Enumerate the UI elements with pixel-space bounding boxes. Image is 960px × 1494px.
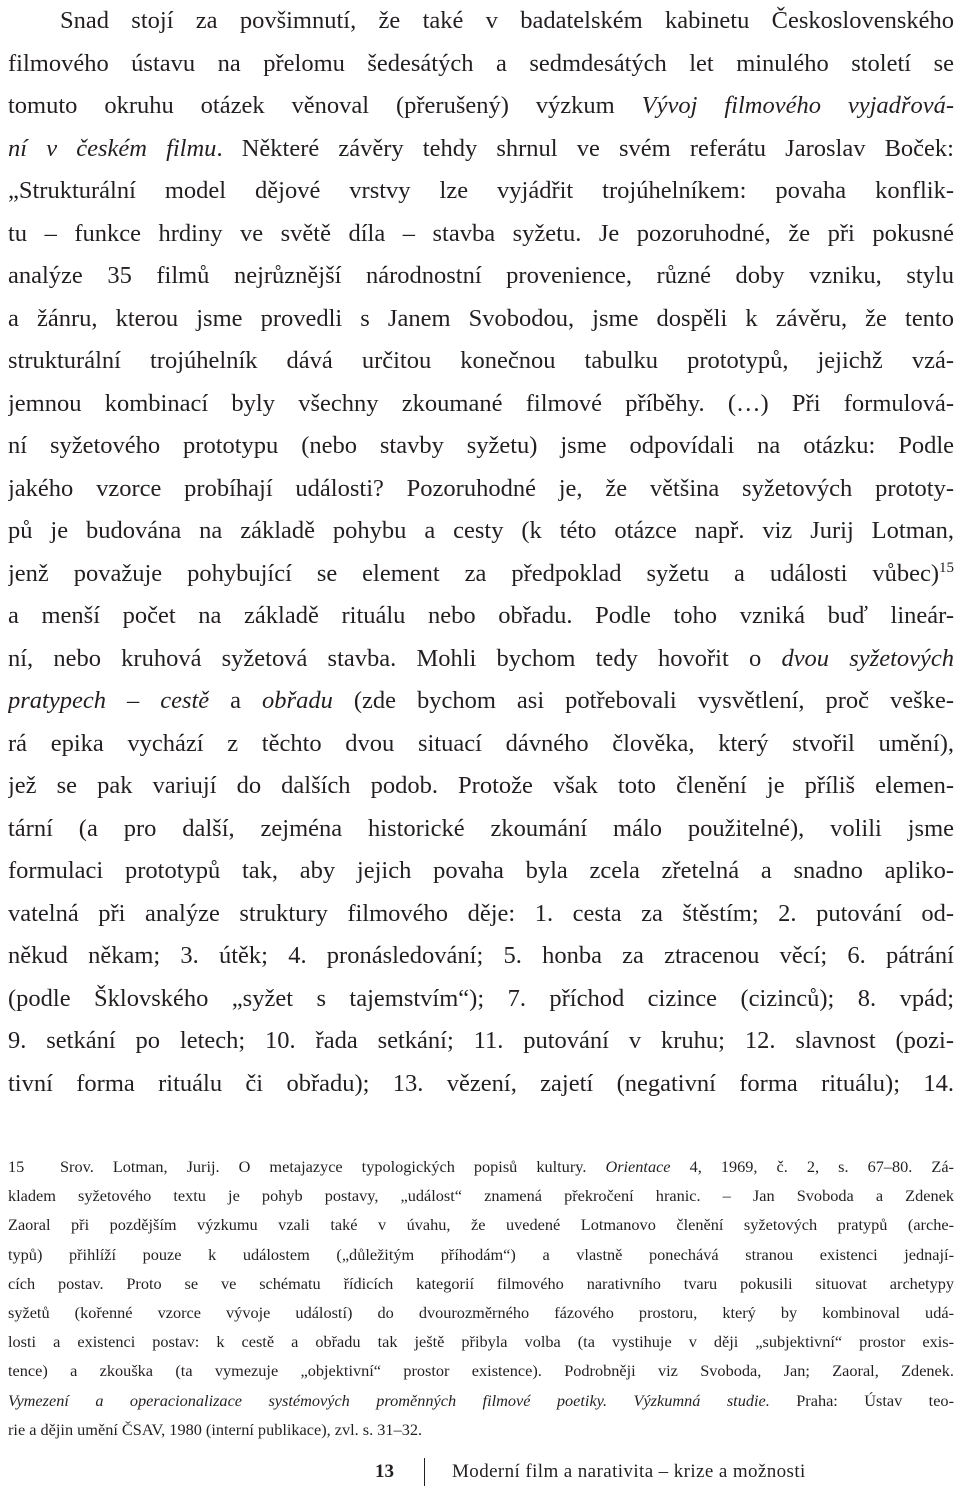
footnote-line: rie a dějin umění ČSAV, 1980 (interní publikace), zvl. s. 31–32. — [8, 1419, 423, 1439]
text-line: vatelná při analýze struktury filmového děje: 1. cesta za štěstím; 2. putování od- — [8, 899, 954, 927]
text-line: tu – funkce hrdiny ve světě díla – stavba syžetu. Je pozoruhodné, že při pokusné — [8, 219, 954, 247]
text-line: pratypech – cestě a obřadu (zde bychom asi potřebovali vysvětlení, proč veške- — [8, 687, 954, 714]
text-line: ní v českém filmu. Některé závěry tehdy shrnul ve svém referátu Jaroslav Boček: — [8, 134, 954, 162]
text-line: pů je budována na základě pohybu a cesty (k této otázce např. viz Jurij Lotman, — [8, 517, 954, 544]
text-line: tomuto okruhu otázek věnoval (přerušený) výzkum Vývoj filmového vyjadřová- — [8, 92, 954, 119]
text-line: tivní forma rituálu či obřadu); 13. vězení, zajetí (negativní forma rituálu); 14. — [8, 1069, 954, 1097]
footnote-line: kladem syžetového textu je pohyb postavy, „událost“ znamená překročení hranic. – Jan Svoboda a Zdenek — [8, 1186, 954, 1206]
page-footer — [0, 1456, 960, 1488]
text-line: 9. setkání po letech; 10. řada setkání; 11. putování v kruhu; 12. slavnost (pozi- — [8, 1027, 954, 1054]
text-line: ní syžetového prototypu (nebo stavby syžetu) jsme odpovídali na otázku: Podle — [8, 432, 954, 459]
text-line: jež se pak variují do dalších podob. Protože však toto členění je příliš elemen- — [8, 772, 954, 799]
footnote-line: cích postav. Proto se ve schématu řídicích kategorií filmového narativního tvaru pokusili situovat archetypy — [8, 1273, 954, 1293]
footnote-line: typů) přihlíží pouze k událostem („důležitým příhodám“) a vlastně ponechává stranou existenci jednají- — [8, 1244, 954, 1264]
text-line: jemnou kombinací byly všechny zkoumané filmové příběhy. (…) Při formulová- — [8, 389, 954, 417]
footnote-line: tence) a zkouška (ta vymezuje „objektivní“ prostor existence). Podrobněji viz Svoboda, Jan; Zaoral, Zdenek. — [8, 1361, 954, 1381]
footnote-line: syžetů (kořenné vzorce vývoje událostí) do dvourozměrného fázového prostoru, který by kombinoval udá- — [8, 1302, 954, 1322]
text-line: formulaci prototypů tak, aby jejich povaha byla zcela zřetelná a snadno apliko- — [8, 857, 954, 884]
text-line: analýze 35 filmů nejrůznější národnostní provenience, různé doby vzniku, stylu — [8, 262, 954, 289]
text-line: (podle Šklovského „syžet s tajemstvím“); 7. příchod cizince (cizinců); 8. vpád; — [8, 984, 954, 1012]
text-line: jakého vzorce probíhají události? Pozoruhodné je, že většina syžetových prototy- — [8, 474, 954, 502]
page-number: 13 — [375, 1461, 394, 1482]
text-line: filmového ústavu na přelomu šedesátých a sedmdesátých let minulého století se — [8, 49, 954, 77]
text-line: Snad stojí za povšimnutí, že také v badatelském kabinetu Československého — [60, 7, 954, 34]
footnote-line: losti a existenci postav: k cestě a obřadu tak ještě přibyla volba (ta vystihuje v ději „subjektivní“ prostor exis- — [8, 1332, 954, 1352]
text-line: „Strukturální model dějové vrstvy lze vyjádřit trojúhelníkem: povaha konflik- — [8, 177, 954, 204]
text-line: ní, nebo kruhová syžetová stavba. Mohli bychom tedy hovořit o dvou syžetových — [8, 644, 954, 672]
body-text — [8, 0, 954, 1105]
footnote-line: Zaoral při pozdějším výzkumu vzali také v úvahu, že uvedené Lotmanovo členění syžetových pratypů (arche- — [8, 1215, 954, 1235]
text-line: strukturální trojúhelník dává určitou konečnou tabulku prototypů, jejichž vzá- — [8, 347, 954, 374]
footnote-line: 15 Srov. Lotman, Jurij. O metajazyce typologických popisů kultury. Orientace 4, 1969, č. 2, s. 67–80. Zá- — [8, 1152, 954, 1181]
footnote-number: 15 — [8, 1157, 25, 1176]
text-line: a menší počet na základě rituálu nebo obřadu. Podle toho vzniká buď lineár- — [8, 602, 954, 629]
text-line: jenž považuje pohybující se element za předpoklad syžetu a události vůbec)$^{15}$ — [8, 559, 954, 587]
text-line: a žánru, kterou jsme provedli s Janem Svobodou, jsme dospěli k závěru, že tento — [8, 304, 954, 332]
running-title: Moderní film a narativita – krize a možnosti — [452, 1461, 806, 1482]
text-line: tární (a pro další, zejména historické zkoumání málo použitelné), volili jsme — [8, 814, 954, 842]
footer-divider — [424, 1458, 425, 1486]
footnote-line: Vymezení a operacionalizace systémových proměnných filmové poetiky. Výzkumná studie. Praha: Ústav teo- — [8, 1390, 954, 1410]
text-line: rá epika vychází z těchto dvou situací dávného člověka, který stvořil umění), — [8, 729, 954, 757]
text-line: někud někam; 3. útěk; 4. pronásledování; 5. honba za ztracenou věcí; 6. pátrání — [8, 942, 954, 969]
footnote — [8, 1152, 954, 1444]
